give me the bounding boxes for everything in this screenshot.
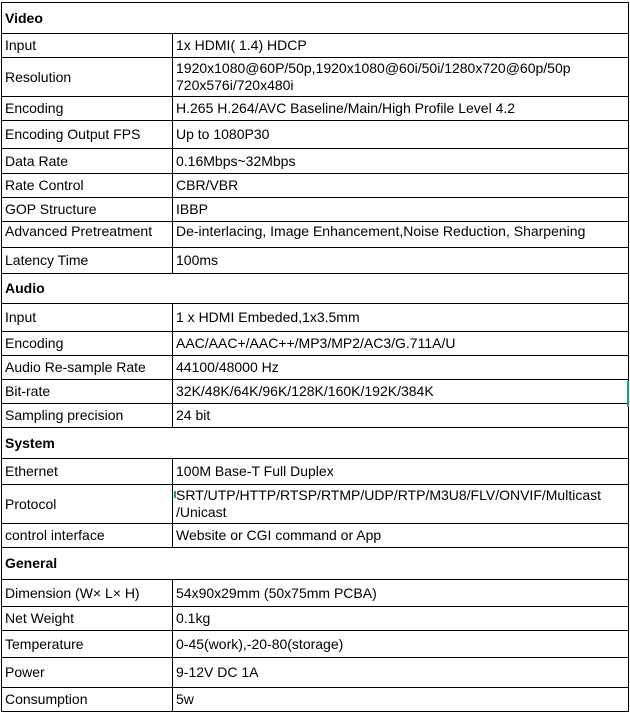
spec-row [2,248,629,274]
section-header-row [2,274,629,304]
spec-label: Latency Time [2,248,173,274]
spec-label: Net Weight [2,607,173,631]
spec-row [2,149,629,174]
section-title: Video [2,3,629,34]
spec-value: 44100/48000 Hz [173,356,629,380]
spec-value: 0-45(work),-20-80(storage) [173,631,629,658]
spec-value: CBR/VBR [173,174,629,198]
section-title: Audio [2,274,629,304]
spec-row [2,222,629,248]
spec-value: 100ms [173,248,629,274]
spec-row [2,174,629,198]
spec-label: Rate Control [2,174,173,198]
spec-label: Input [2,34,173,58]
spec-label: Sampling precision [2,404,173,428]
spec-row [2,631,629,658]
spec-row [2,404,629,428]
spec-label: Ethernet [2,459,173,485]
spec-value: IBBP [173,198,629,222]
spec-value: 1920x1080@60P/50p,1920x1080@60i/50i/1280x720@60p/50p 720x576i/720x480i [173,58,629,97]
spec-row [2,485,629,524]
cell-selection-marker [627,381,629,407]
spec-value: 1 x HDMI Embeded,1x3.5mm [173,304,629,332]
spec-label: Input [2,304,173,332]
spec-value: 24 bit [173,404,629,428]
spec-label: Consumption [2,688,173,712]
spec-label: Dimension (W× L× H) [2,580,173,607]
spec-value: Website or CGI command or App [173,524,629,548]
cell-selection-marker [174,491,176,498]
spec-row [2,304,629,332]
spec-row [2,121,629,149]
spec-row [2,97,629,121]
spec-row [2,58,629,97]
spec-value: 9-12V DC 1A [173,658,629,688]
spec-value: 1x HDMI( 1.4) HDCP [173,34,629,58]
spec-value: SRT/UTP/HTTP/RTSP/RTMP/UDP/RTP/M3U8/FLV/ONVIF/Multicast /Unicast [173,485,629,524]
spec-value: H.265 H.264/AVC Baseline/Main/High Profile Level 4.2 [173,97,629,121]
spec-row [2,459,629,485]
spec-value: AAC/AAC+/AAC++/MP3/MP2/AC3/G.711A/U [173,332,629,356]
spec-row [2,688,629,712]
spec-value: Up to 1080P30 [173,121,629,149]
spec-value: 0.16Mbps~32Mbps [173,149,629,174]
spec-value: 0.1kg [173,607,629,631]
spec-label: Protocol [2,485,173,524]
spec-value: 32K/48K/64K/96K/128K/160K/192K/384K [173,380,629,404]
spec-table [1,2,629,712]
spec-label: control interface [2,524,173,548]
section-title: General [2,548,629,580]
spec-value: De-interlacing, Image Enhancement,Noise Reduction, Sharpening [173,222,629,248]
section-title: System [2,428,629,459]
spec-row [2,607,629,631]
spec-label: Encoding [2,97,173,121]
spec-row [2,356,629,380]
spec-label: GOP Structure [2,198,173,222]
spec-label: Bit-rate [2,380,173,404]
spec-row [2,580,629,607]
spec-label: Advanced Pretreatment [2,222,173,248]
spec-label: Resolution [2,58,173,97]
section-header-row [2,428,629,459]
spec-value: 5w [173,688,629,712]
spec-row [2,198,629,222]
spec-row [2,332,629,356]
spec-row [2,658,629,688]
section-header-row [2,3,629,34]
spec-label: Temperature [2,631,173,658]
spec-table-body [2,3,629,712]
spec-row [2,380,629,404]
spec-value: 54x90x29mm (50x75mm PCBA) [173,580,629,607]
spec-label: Power [2,658,173,688]
spec-label: Data Rate [2,149,173,174]
section-header-row [2,548,629,580]
spec-label: Encoding [2,332,173,356]
spec-row [2,34,629,58]
spec-label: Encoding Output FPS [2,121,173,149]
spec-row [2,524,629,548]
spec-label: Audio Re-sample Rate [2,356,173,380]
spec-value: 100M Base-T Full Duplex [173,459,629,485]
